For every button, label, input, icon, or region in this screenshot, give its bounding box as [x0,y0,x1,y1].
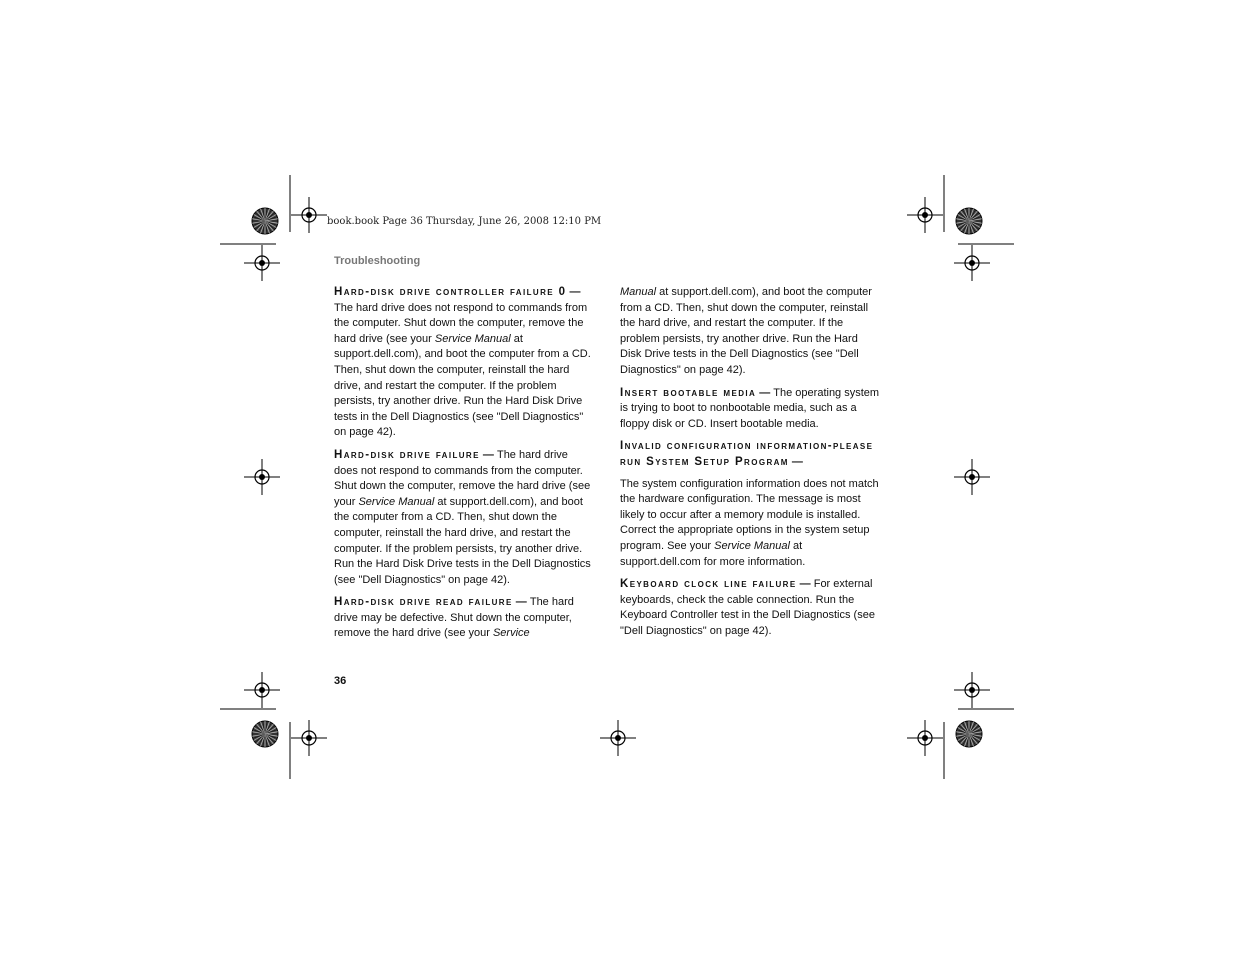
body-text: at [656,286,672,298]
italic-text: Service Manual [434,332,511,345]
registration-mark [244,245,280,281]
paragraph-hdd-controller-failure [334,285,592,441]
star-target [252,208,278,234]
em-dash: — [796,578,814,591]
left-column [334,285,592,649]
support-link: support.dell.com [449,495,531,508]
page-number: 36 [334,675,347,687]
heading: Hard-disk drive failure [334,448,480,461]
body-text: at [510,332,523,345]
paragraph-invalid-configuration-heading [620,439,882,470]
body-text: ), and boot the computer from a CD. Then, shut down the computer, reinstall the hard drive, and restart the computer. If the problem persists, try another drive. Run the Hard Disk Drive tests in the Dell Diagnostics (see "Dell Diagnostics" on page 42). [334,495,591,586]
star-target [956,208,982,234]
registration-mark [954,245,990,281]
registration-mark [954,672,990,708]
italic-text: Service [492,627,530,640]
italic-text: Service Manual [714,539,790,552]
star-target [956,721,982,747]
paragraph-insert-bootable-media [620,386,882,433]
body-text: The hard drive does not respond to commands from the computer. Shut down the computer, remove the hard drive (see your [334,301,588,345]
body-text: at [434,495,450,508]
body-text: The hard drive may be defective. Shut down the computer, remove the hard drive (see your [334,596,574,640]
em-dash: — [512,596,530,609]
right-column [620,285,882,646]
paragraph-hdd-failure [334,448,592,588]
paragraph-continued [620,285,882,379]
heading: Keyboard clock line failure [620,578,797,591]
body-text: ), and boot the computer from a CD. Then, shut down the computer, reinstall the hard drive, and restart the computer. If the problem persists, try another drive. Run the Hard Disk Drive tests in the Dell Diagnostics (see "Dell Diagnostics" on page 42). [620,286,872,376]
em-dash: — [788,455,803,468]
registration-mark [907,197,943,233]
registration-mark [244,672,280,708]
body-text: The operating system is trying to boot to nonbootable media, such as a floppy disk or CD. Insert bootable media. [620,386,880,430]
italic-text: Service Manual [358,495,435,508]
paragraph-keyboard-clock-line-failure [620,577,882,639]
heading: Insert bootable media [620,386,757,399]
body-text: at [789,539,803,552]
star-target [252,721,278,747]
registration-mark [907,720,943,756]
support-link: support.dell.com [334,348,415,361]
registration-mark [954,459,990,495]
heading: Invalid configuration information-please run System Setup Program [620,440,874,468]
body-text: The hard drive does not respond to commands from the computer. Shut down the computer, remove the hard drive (see your [334,448,591,508]
em-dash: — [566,286,581,298]
support-link: support.dell.com [671,286,753,298]
body-text: For external keyboards, check the cable connection. Run the Keyboard Controller test in the Dell Diagnostics (see "Dell Diagnostics" on page 42). [620,578,875,637]
em-dash: — [756,386,774,399]
registration-mark [291,720,327,756]
support-link: support.dell.com [620,555,701,568]
italic-text: Manual [620,286,657,298]
print-slug: book.book Page 36 Thursday, June 26, 2008 12:10 PM [327,216,602,227]
body-text: for more information. [700,555,806,568]
registration-mark [291,197,327,233]
body-text: ), and boot the computer from a CD. Then, shut down the computer, reinstall the hard drive, and restart the computer. If the problem persists, try another drive. Run the Hard Disk Drive tests in the Dell Diagnostics (see "Dell Diagnostics" on page 42). [334,348,591,439]
heading: Hard-disk drive read failure [334,596,513,609]
heading: Hard-disk drive controller failure 0 [334,286,567,298]
body-text: The system configuration information does not match the hardware configuration. The message is most likely to occur after a memory module is installed. Correct the appropriate options in the system setup program. See your [620,477,879,552]
paragraph-invalid-configuration-body [620,477,882,571]
registration-mark [244,459,280,495]
registration-mark [600,720,636,756]
em-dash: — [479,448,497,461]
paragraph-hdd-read-failure [334,595,592,642]
running-head: Troubleshooting [334,255,421,267]
